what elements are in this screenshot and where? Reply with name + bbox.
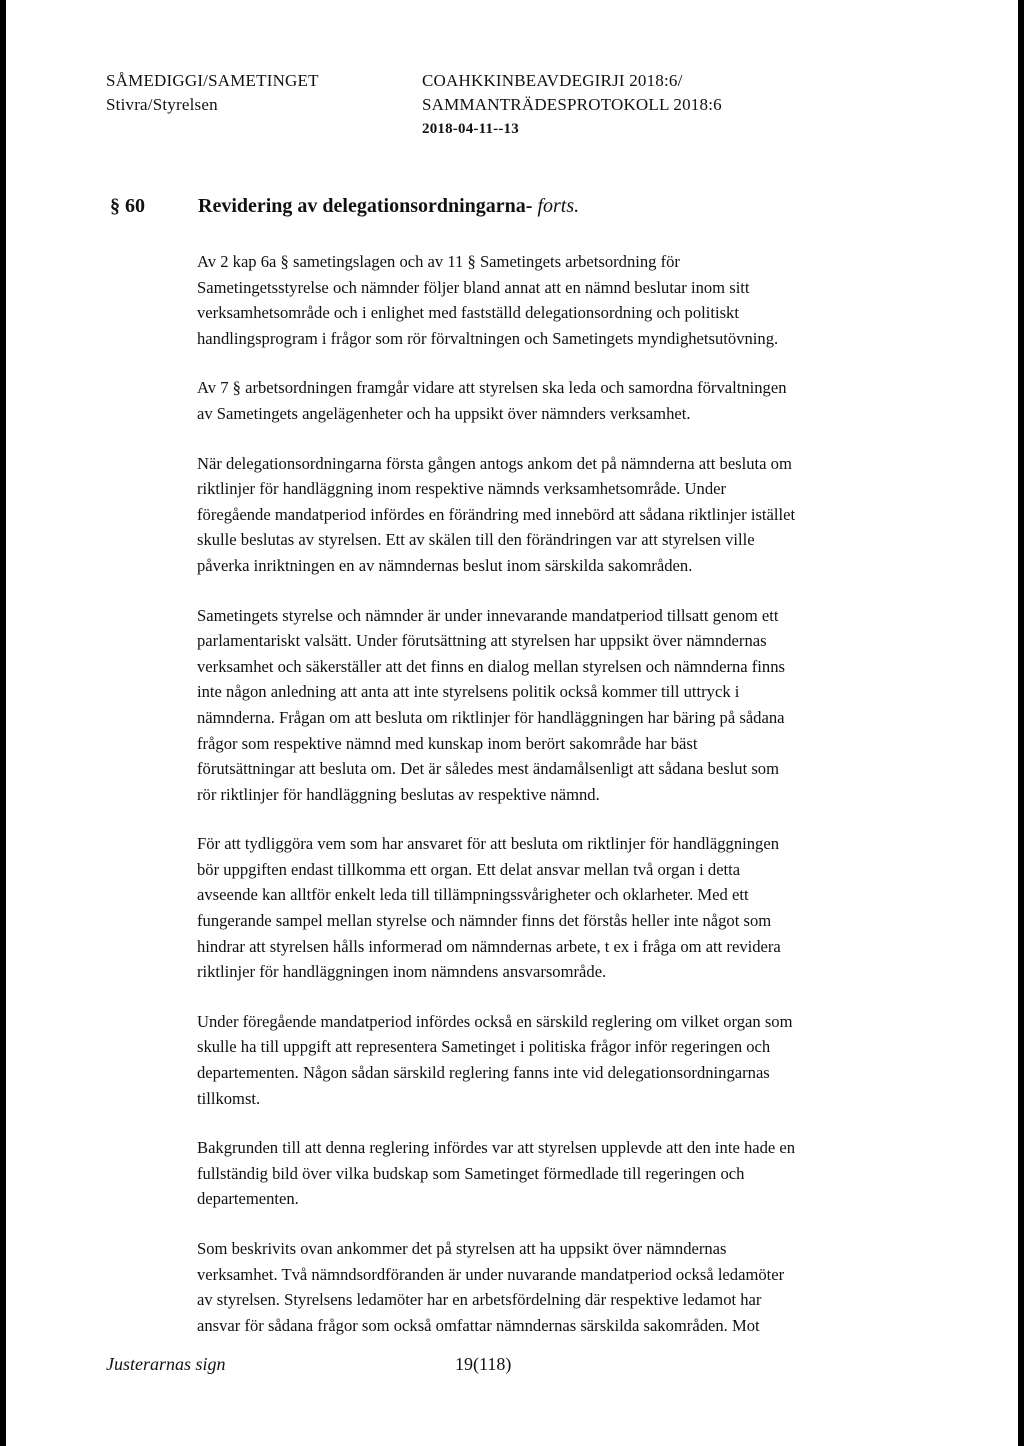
paragraph: För att tydliggöra vem som har ansvaret för att besluta om riktlinjer för handläggningen bör uppgiften endast tillkomma ett organ. Ett delat ansvar mellan två organ i detta avseende kan alltför enkelt leda till tillämpningssvårigheter och oklarheter. Med ett fungerande sampel mellan styrelse och nämnder finns det förstås heller inte något som hindrar att styrelsen hålls informerad om nämndernas arbete, t ex i fråga om att revidera riktlinjer för handläggningen inom nämndens ansvarsområde. xyxy=(197,834,781,982)
header-date: 2018-04-11--13 xyxy=(422,121,519,137)
paragraph: Sametingets styrelse och nämnder är under innevarande mandatperiod tillsatt genom ett parlamentariskt valsätt. Under förutsättning att styrelsen har uppsikt över nämndernas verksamhet och säkerställer att det finns en dialog mellan styrelsen och nämnderna finns inte någon anledning att anta att inte styrelsens politik också kommer till uttryck i nämnderna. Frågan om att besluta om riktlinjer för handläggningen har bäring på sådana frågor som respektive nämnd med kunskap inom berört sakområde har bäst förutsättningar att besluta om. Det är således mest ändamålsenligt att sådana beslut som rör riktlinjer för handläggning beslutas av respektive nämnd. xyxy=(197,605,785,804)
section-number: § 60 xyxy=(110,195,145,217)
signature-label: Justerarnas sign xyxy=(106,1354,226,1374)
header-doc-title-sami: COAHKKINBEAVDEGIRJI 2018:6/ xyxy=(422,71,683,90)
paragraph: Av 2 kap 6a § sametingslagen och av 11 § Sametingets arbetsordning för Sametingetsstyrelse och nämnder följer bland annat att en nämnd beslutar inom sitt verksamhetsområde och i enlighet med fastställd delegationsordning och politiskt handlingsprogram i frågor som rör förvaltningen och Sametingets myndighetsutövning. xyxy=(197,252,779,348)
section-heading xyxy=(110,193,579,219)
section-title: Revidering av delegationsordningarna- xyxy=(198,195,538,217)
header-organization xyxy=(106,69,319,117)
page-footer xyxy=(106,1352,586,1376)
header-document-info xyxy=(422,69,722,141)
header-org-unit: Stivra/Styrelsen xyxy=(106,95,218,114)
header-org-name: SÅMEDIGGI/SAMETINGET xyxy=(106,71,319,90)
document-page xyxy=(6,0,1018,1446)
paragraph: När delegationsordningarna första gången antogs ankom det på nämnderna att besluta om riktlinjer för handläggning inom respektive nämnds verksamhetsområde. Under föregående mandatperiod infördes en förändring med innebörd att sådana riktlinjer istället skulle beslutas av styrelsen. Ett av skälen till den förändringen var att styrelsen ville påverka inriktningen en av nämndernas beslut inom särskilda sakområden. xyxy=(197,453,796,575)
paragraph: Som beskrivits ovan ankommer det på styrelsen att ha uppsikt över nämndernas verksamhet. Två nämndsordföranden är under nuvarande mandatperiod också ledamöter av styrelsen. Styrelsens ledamöter har en arbetsfördelning där respektive ledamot har ansvar för sådana frågor som också omfattar nämndernas särskilda sakområden. Mot xyxy=(197,1239,785,1335)
header-doc-title-swedish: SAMMANTRÄDESPROTOKOLL 2018:6 xyxy=(422,95,722,114)
paragraph: Av 7 § arbetsordningen framgår vidare att styrelsen ska leda och samordna förvaltningen av Sametingets angelägenheter och ha uppsikt över nämnders verksamhet. xyxy=(197,378,787,423)
page-number: 19(118) xyxy=(455,1354,512,1374)
paragraph: Bakgrunden till att denna reglering infördes var att styrelsen upplevde att den inte hade en fullständig bild över vilka budskap som Sametinget förmedlade till regeringen och departementen. xyxy=(197,1138,796,1209)
section-title-suffix: forts. xyxy=(537,195,580,217)
body-text xyxy=(197,249,963,1362)
paragraph: Under föregående mandatperiod infördes också en särskild reglering om vilket organ som skulle ha till uppgift att representera Sametinget i politiska frågor inför regeringen och departementen. Någon sådan särskild reglering fanns inte vid delegationsordningarnas tillkomst. xyxy=(197,1011,793,1108)
